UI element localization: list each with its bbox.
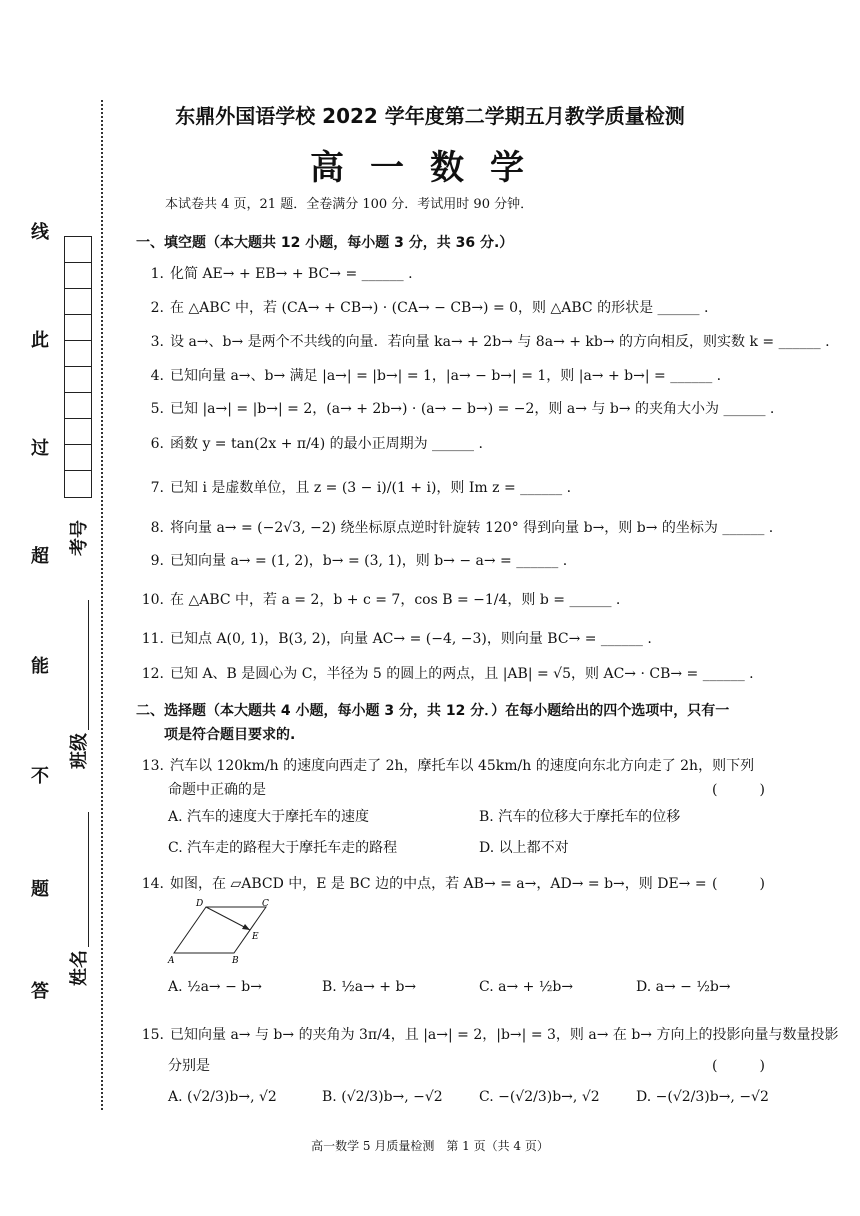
option-b[interactable]: B. ½a→ + b→ — [322, 979, 417, 995]
sidebar-warning-char: 超 — [31, 546, 49, 567]
option-d[interactable]: D. a→ − ½b→ — [636, 979, 731, 995]
question-11 — [136, 628, 652, 648]
question-number: 10. — [141, 592, 164, 608]
question-5 — [136, 398, 774, 418]
answer-parentheses[interactable]: ( ) — [712, 876, 765, 892]
option-a[interactable]: A. 汽车的速度大于摩托车的速度 — [168, 809, 370, 825]
subject-title: 高一数学 — [310, 148, 550, 188]
label-d: D — [196, 899, 204, 909]
binding-dotted-line — [101, 100, 103, 1110]
question-4 — [136, 365, 721, 385]
question-text: 设 a→、b→ 是两个不共线的向量．若向量 ka→ + 2b→ 与 8a→ + kb→ 的方向相反，则实数 k = ______ . — [170, 334, 830, 350]
name-label: 姓名 — [69, 950, 90, 986]
question-number: 15. — [141, 1027, 164, 1043]
exam-number-label: 考号 — [69, 520, 90, 556]
option-d[interactable]: D. 以上都不对 — [479, 840, 569, 856]
sidebar-warning-char: 不 — [31, 766, 49, 787]
option-a[interactable]: A. (√2/3)b→, √2 — [168, 1089, 277, 1105]
question-1 — [136, 263, 413, 283]
question-3 — [136, 331, 830, 351]
sidebar-warning-char: 此 — [31, 330, 49, 351]
option-b[interactable]: B. (√2/3)b→, −√2 — [322, 1089, 443, 1105]
question-2 — [136, 297, 708, 317]
question-text: 已知向量 a→ 与 b→ 的夹角为 3π/4，且 |a→| = 2，|b→| = 3，则 a→ 在 b→ 方向上的投影向量与数量投影 — [170, 1027, 839, 1043]
section1-heading: 一、填空题（本大题共 12 小题，每小题 3 分，共 36 分.） — [136, 235, 514, 251]
question-text: 在 △ABC 中，若 a = 2，b + c = 7，cos B = −1/4，则 b = ______ . — [170, 592, 621, 608]
question-text: 在 △ABC 中，若 (CA→ + CB→) · (CA→ − CB→) = 0，则 △ABC 的形状是 ______ . — [170, 300, 709, 316]
question-number: 13. — [141, 758, 164, 774]
option-c[interactable]: C. −(√2/3)b→, √2 — [479, 1089, 600, 1105]
question-13-line2: 命题中正确的是 — [168, 782, 266, 798]
page-footer: 高一数学 5 月质量检测 第 1 页（共 4 页） — [311, 1139, 549, 1153]
question-text: 函数 y = tan(2x + π/4) 的最小正周期为 ______ . — [170, 436, 483, 452]
sidebar-warning-char: 线 — [31, 222, 49, 243]
sidebar-warning-char: 题 — [31, 879, 49, 900]
exam-note: 本试卷共 4 页，21 题．全卷满分 100 分．考试用时 90 分钟． — [165, 197, 534, 212]
question-number: 2. — [150, 300, 164, 316]
question-number: 12. — [141, 666, 164, 682]
segment-de — [206, 907, 250, 930]
question-text: 如图，在 ▱ABCD 中，E 是 BC 边的中点，若 AB→ = a→，AD→ = b→，则 DE→ = — [170, 876, 707, 892]
label-b: B — [232, 956, 239, 965]
label-c: C — [262, 899, 269, 909]
question-7 — [136, 477, 571, 497]
question-15-line2: 分别是 — [168, 1058, 210, 1074]
exam-number-grid[interactable] — [64, 236, 92, 498]
answer-parentheses[interactable]: ( ) — [712, 1058, 765, 1074]
question-text: 化简 AE→ + EB→ + BC→ = ______ . — [170, 266, 413, 282]
sidebar-warning-char: 能 — [31, 656, 49, 677]
option-a[interactable]: A. ½a→ − b→ — [168, 979, 262, 995]
parallelogram-figure — [162, 895, 277, 965]
question-number: 1. — [150, 266, 164, 282]
question-text: 已知点 A(0, 1)，B(3, 2)，向量 AC→ = (−4, −3)，则向量 BC→ = ______ . — [170, 631, 652, 647]
question-9 — [136, 550, 567, 570]
exam-title: 东鼎外国语学校 2022 学年度第二学期五月教学质量检测 — [175, 104, 685, 128]
question-text: 已知 |a→| = |b→| = 2，(a→ + 2b→) · (a→ − b→) = −2，则 a→ 与 b→ 的夹角大小为 ______ . — [170, 401, 775, 417]
option-b[interactable]: B. 汽车的位移大于摩托车的位移 — [479, 809, 681, 825]
section2-heading-line2: 项是符合题目要求的. — [164, 727, 296, 743]
question-14 — [136, 873, 707, 893]
name-field-line[interactable] — [88, 812, 89, 947]
question-12 — [136, 663, 754, 683]
question-number: 6. — [150, 436, 164, 452]
question-10 — [136, 589, 620, 609]
question-text: 将向量 a→ = (−2√3, −2) 绕坐标原点逆时针旋转 120° 得到向量 b→，则 b→ 的坐标为 ______ . — [170, 520, 774, 536]
question-text: 已知向量 a→、b→ 满足 |a→| = |b→| = 1，|a→ − b→| = 1，则 |a→ + b→| = ______ . — [170, 368, 722, 384]
question-text: 已知向量 a→ = (1, 2)，b→ = (3, 1)，则 b→ − a→ = ______ . — [170, 553, 568, 569]
question-number: 5. — [150, 401, 164, 417]
label-a: A — [168, 956, 175, 965]
question-number: 4. — [150, 368, 164, 384]
question-number: 11. — [141, 631, 164, 647]
question-15 — [136, 1024, 839, 1044]
answer-parentheses[interactable]: ( ) — [712, 782, 765, 798]
option-d[interactable]: D. −(√2/3)b→, −√2 — [636, 1089, 769, 1105]
question-number: 9. — [150, 553, 164, 569]
question-13 — [136, 755, 754, 775]
question-number: 3. — [150, 334, 164, 350]
option-c[interactable]: C. a→ + ½b→ — [479, 979, 574, 995]
class-label: 班级 — [69, 733, 90, 769]
question-number: 8. — [150, 520, 164, 536]
class-field-line[interactable] — [88, 600, 89, 730]
question-8 — [136, 517, 773, 537]
label-e: E — [252, 932, 259, 942]
question-number: 14. — [141, 876, 164, 892]
sidebar-warning-char: 答 — [31, 981, 49, 1002]
question-number: 7. — [150, 480, 164, 496]
question-text: 已知 i 是虚数单位，且 z = (3 − i)/(1 + i)，则 Im z = ______ . — [170, 480, 572, 496]
option-c[interactable]: C. 汽车走的路程大于摩托车走的路程 — [168, 840, 398, 856]
question-text: 已知 A、B 是圆心为 C，半径为 5 的圆上的两点，且 |AB| = √5，则 AC→ · CB→ = ______ . — [170, 666, 754, 682]
question-6 — [136, 433, 483, 453]
question-text: 汽车以 120km/h 的速度向西走了 2h，摩托车以 45km/h 的速度向东北方向走了 2h，则下列 — [170, 758, 755, 774]
section2-heading-line1: 二、选择题（本大题共 4 小题，每小题 3 分，共 12 分．）在每小题给出的四个选项中，只有一 — [136, 703, 730, 719]
sidebar-warning-char: 过 — [31, 438, 49, 459]
